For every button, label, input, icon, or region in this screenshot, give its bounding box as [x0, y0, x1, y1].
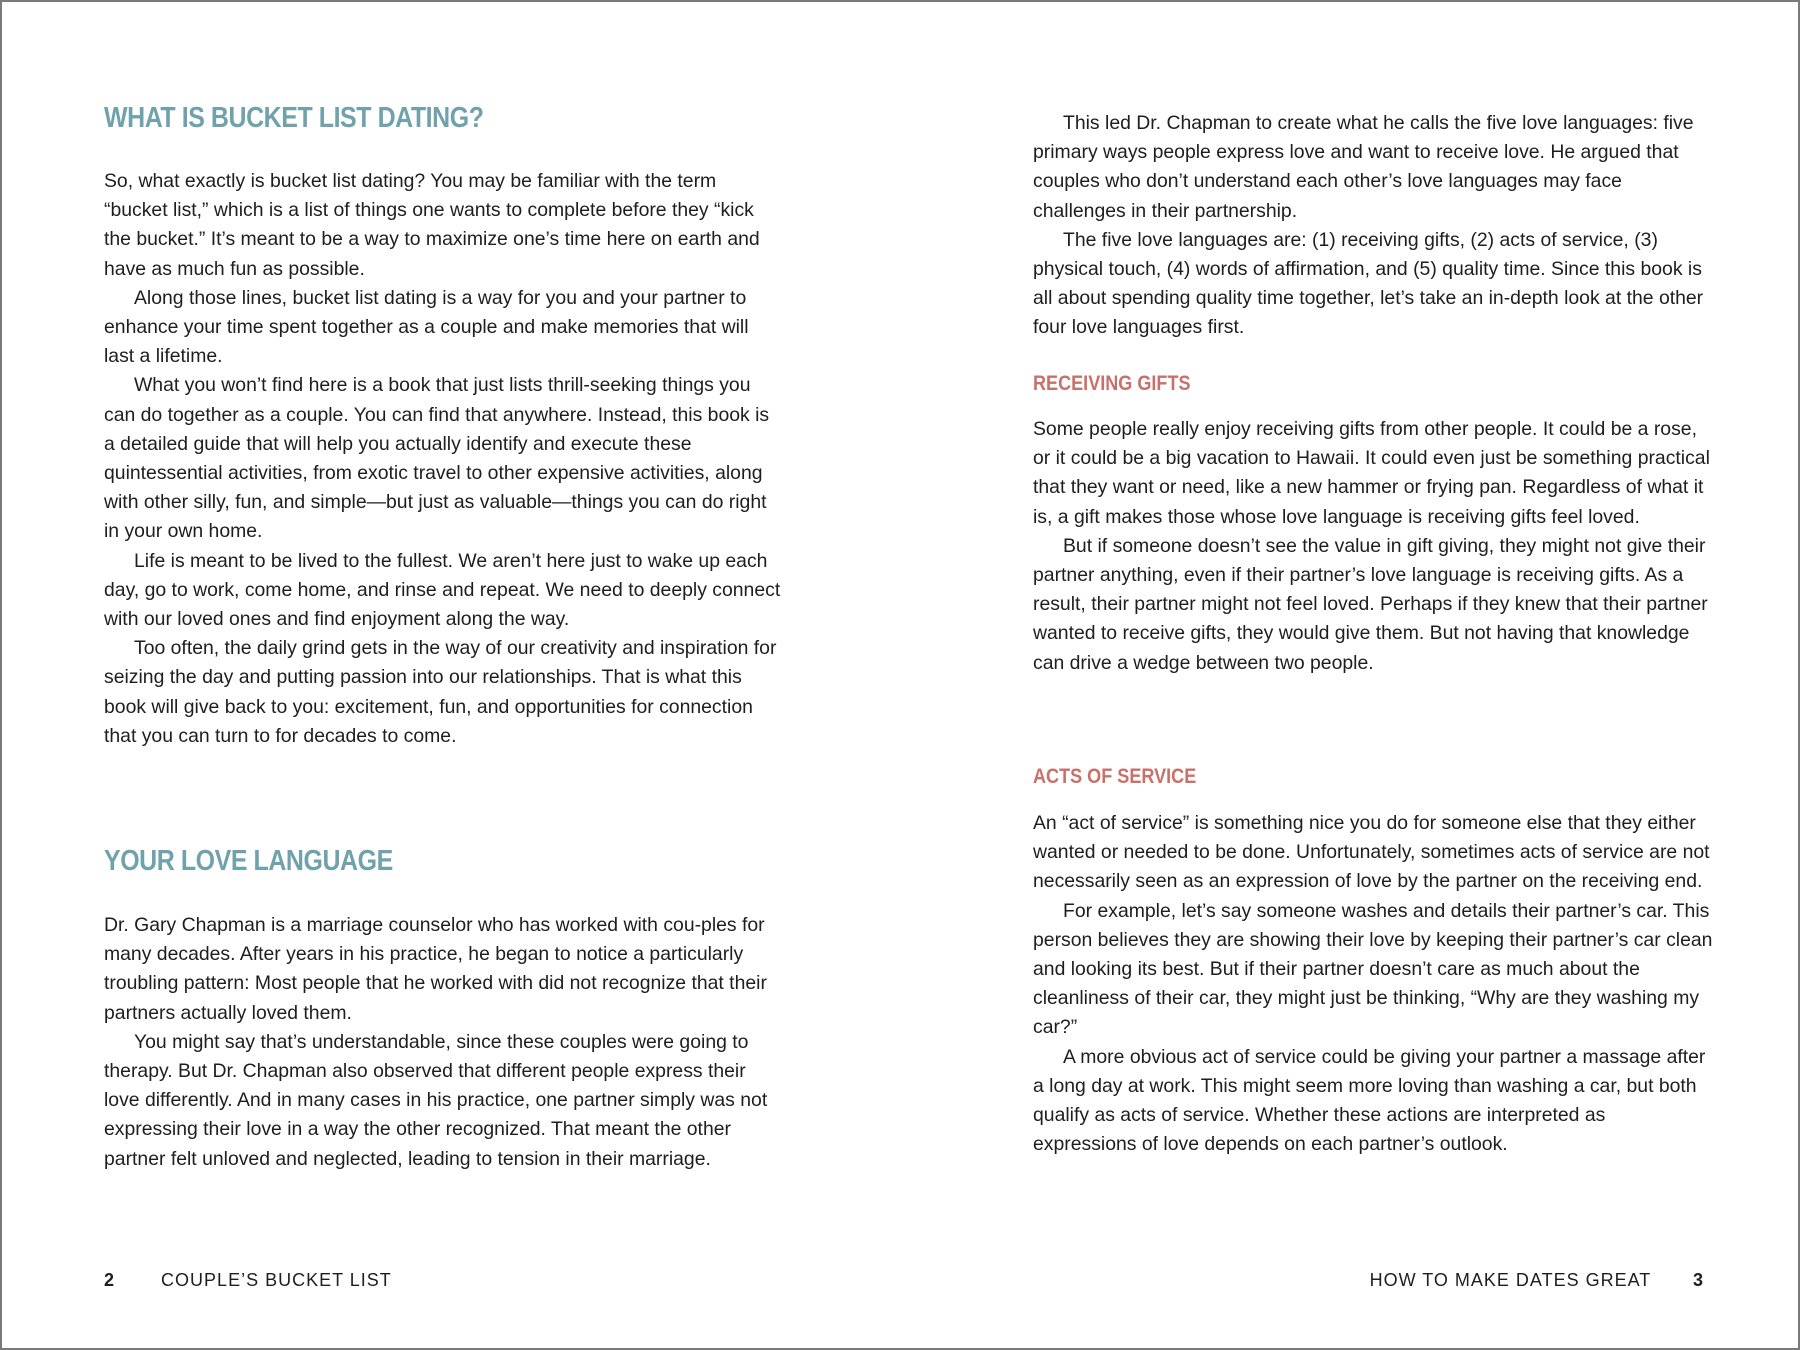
paragraph: The five love languages are: (1) receiving gifts, (2) acts of service, (3) physical touch, (4) words of affirmation, and (5) quality time. Since this book is all about spending quality time together, let’s take an in-depth look at the other four love languages first.	[1033, 228, 1704, 339]
paragraph: An “act of service” is something nice you do for someone else that they either wanted or needed to be done. Unfortunately, sometimes acts of service are not necessarily seen as an expression of love by the partner on the receiving end.	[1033, 812, 1710, 893]
paragraph: A more obvious act of service could be giving your partner a massage after a long day at work. This might seem more loving than washing a car, but both qualify as acts of service. Whether these actions are interpreted as expressions of love depends on each partner’s outlook.	[1033, 1045, 1706, 1156]
bucket-list-section-body	[104, 167, 784, 751]
acts-of-service-body	[1033, 809, 1713, 1159]
love-languages-intro	[1033, 109, 1713, 343]
running-title: COUPLE’S BUCKET LIST	[161, 1270, 392, 1290]
page-number: 3	[1692, 1270, 1704, 1290]
receiving-gifts-body	[1033, 415, 1713, 678]
paragraph: Life is meant to be lived to the fullest. We aren’t here just to wake up each day, go to work, come home, and rinse and repeat. We need to deeply connect with our loved ones and find enjoyment along the way.	[104, 549, 781, 631]
paragraph: You might say that’s understandable, since these couples were going to therapy. But Dr. Chapman also observed that different people express their love differently. And in many cases in his practice, one partner simply was not expressing their love in a way the other recognized. That meant the other partner felt unloved and neglected, leading to tension in their marriage.	[104, 1030, 768, 1170]
subheading-receiving-gifts: RECEIVING GIFTS	[1033, 372, 1191, 395]
paragraph: Some people really enjoy receiving gifts from other people. It could be a rose, or it could be a big vacation to Hawaii. It could even just be something practical that they want or need, like a new hammer or frying pan. Regardless of what it is, a gift makes those whose love language is receiving gifts feel loved.	[1033, 418, 1710, 528]
paragraph: But if someone doesn’t see the value in gift giving, they might not give their partner anything, even if their partner’s love language is receiving gifts. As a result, their partner might not feel loved. Perhaps if they knew that their partner wanted to receive gifts, they would give them. But not having that knowledge can drive a wedge between two people.	[1033, 534, 1708, 674]
running-title: HOW TO MAKE DATES GREAT	[1369, 1270, 1651, 1290]
right-page-footer	[1370, 1270, 1704, 1291]
paragraph: Along those lines, bucket list dating is a way for you and your partner to enhance your time spent together as a couple and make memories that will last a lifetime.	[104, 286, 749, 368]
love-language-section-body	[104, 911, 784, 1174]
page-number: 2	[104, 1270, 116, 1290]
paragraph: So, what exactly is bucket list dating? You may be familiar with the term “bucket list,” which is a list of things one wants to complete before they “kick the bucket.” It’s meant to be a way to maximize one’s time here on earth and have as much fun as possible.	[104, 170, 760, 280]
paragraph: Dr. Gary Chapman is a marriage counselor who has worked with cou-ples for many decades. After years in his practice, he began to notice a particularly troubling pattern: Most people that he worked with did not recognize that their partners actually loved them.	[104, 914, 767, 1024]
left-page-footer	[104, 1270, 392, 1291]
subheading-acts-of-service: ACTS OF SERVICE	[1033, 765, 1197, 788]
section-heading-love-language: YOUR LOVE LANGUAGE	[104, 845, 393, 877]
paragraph: What you won’t find here is a book that just lists thrill-seeking things you can do together as a couple. You can find that anywhere. Instead, this book is a detailed guide that will help you actually identify and execute these quintessential activities, from exotic travel to other expensive activities, along with other silly, fun, and simple—but just as valuable—things you can do right in your own home.	[104, 374, 770, 543]
paragraph: For example, let’s say someone washes and details their partner’s car. This person believes they are showing their love by keeping their partner’s car clean and looking its best. But if their partner doesn’t care as much about the cleanliness of their car, they might just be thinking, “Why are they washing my car?”	[1033, 899, 1713, 1039]
paragraph: Too often, the daily grind gets in the way of our creativity and inspiration for seizing the day and putting passion into our relationships. That is what this book will give back to you: excitement, fun, and opportunities for connection that you can turn to for decades to come.	[104, 637, 777, 747]
paragraph: This led Dr. Chapman to create what he calls the five love languages: five primary ways people express love and want to receive love. He argued that couples who don’t understand each other’s love languages may face challenges in their partnership.	[1033, 112, 1694, 222]
section-heading-bucket-list-dating: WHAT IS BUCKET LIST DATING?	[104, 102, 484, 134]
